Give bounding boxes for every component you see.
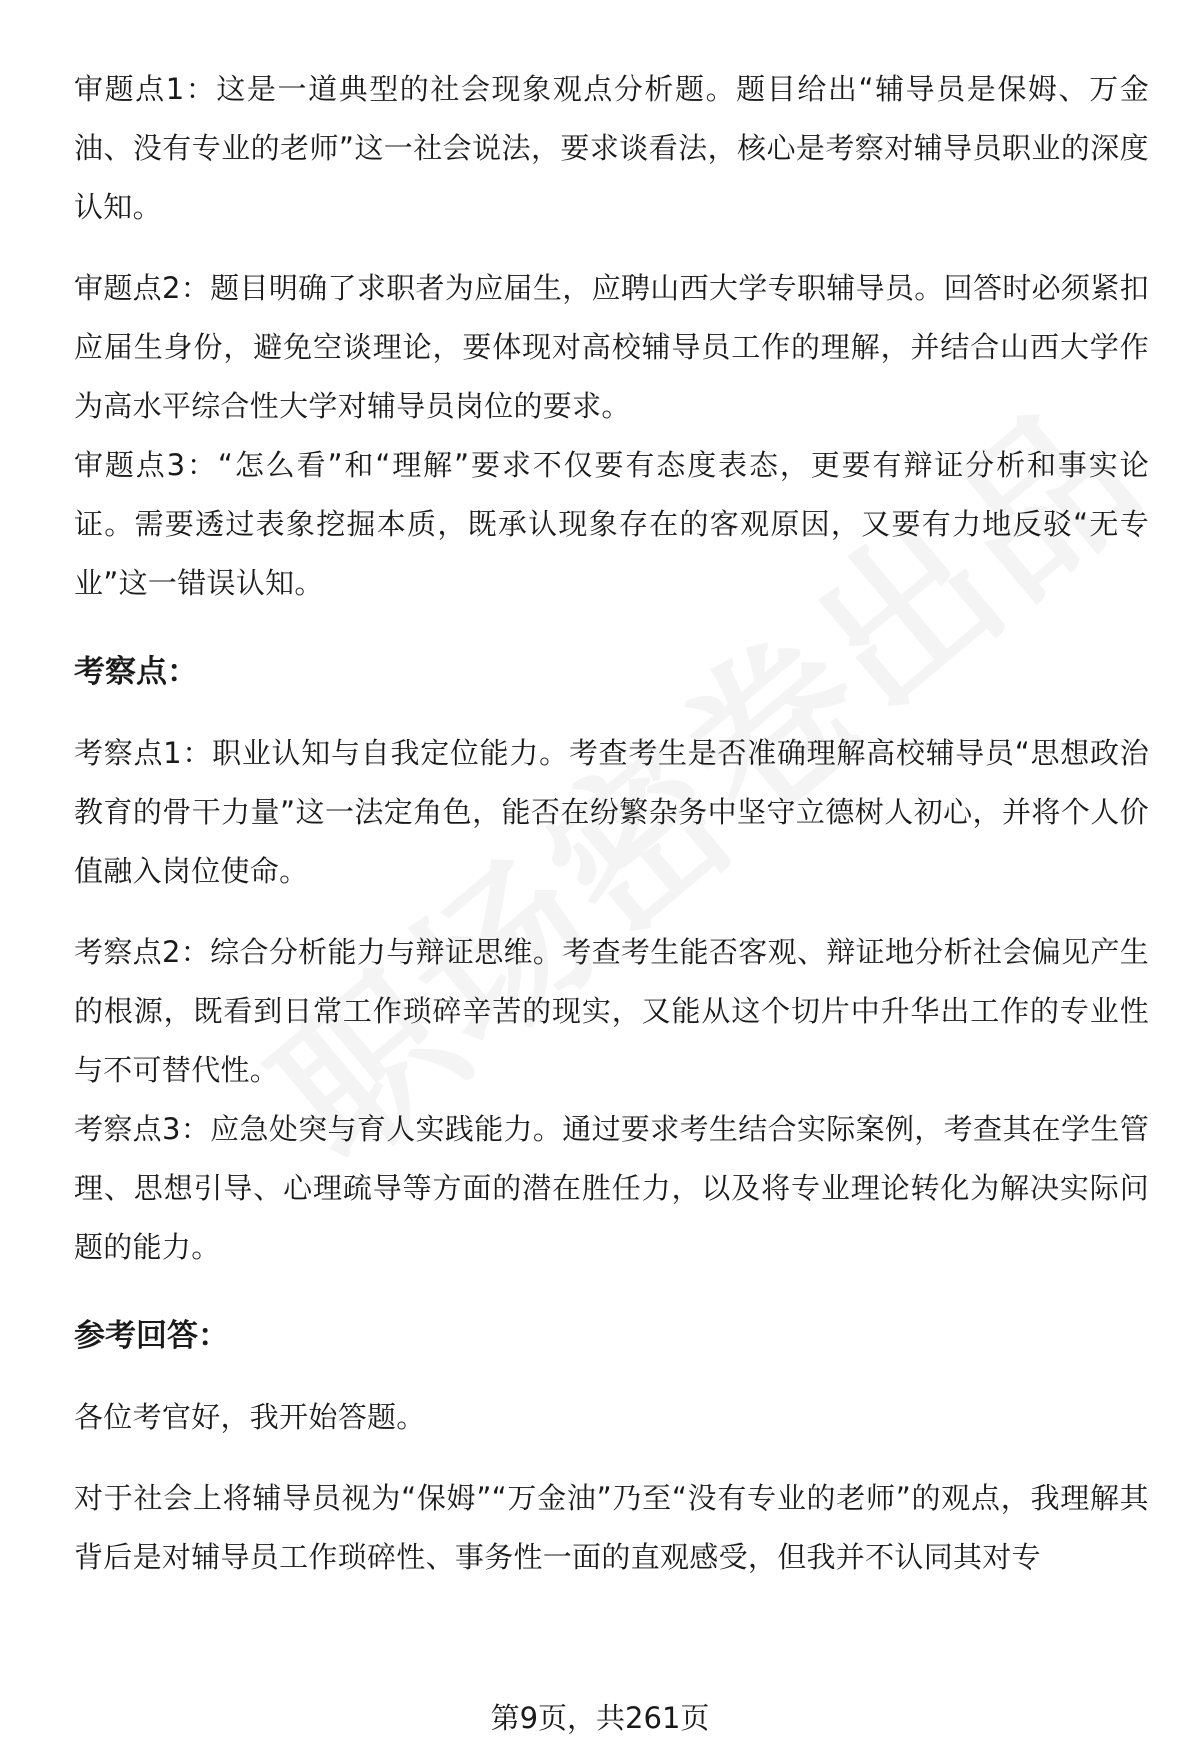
- answer-opening: 各位考官好，我开始答题。: [74, 1400, 426, 1434]
- spacer: [74, 1447, 1149, 1469]
- review-point-2: 审题点2：题目明确了求职者为应届生，应聘山西大学专职辅导员。回答时必须紧扣应届生身份，避免空谈理论，要体现对高校辅导员工作的理解，并结合山西大学作为高水平综合性大学对辅导员岗位的要求。: [74, 271, 1149, 423]
- review-point-1: 审题点1：这是一道典型的社会现象观点分析题。题目给出“辅导员是保姆、万金油、没有专业的老师”这一社会说法，要求谈看法，核心是考察对辅导员职业的深度认知。: [74, 72, 1149, 224]
- spacer: [74, 901, 1149, 923]
- answer-paragraph: 对于社会上将辅导员视为“保姆”“万金油”乃至“没有专业的老师”的观点，我理解其背后是对辅导员工作琐碎性、事务性一面的直观感受，但我并不认同其对专: [74, 1481, 1149, 1574]
- spacer: [74, 1366, 1149, 1388]
- review-point-3: 审题点3：“怎么看”和“理解”要求不仅要有态度表态，更要有辩证分析和事实论证。需要透过表象挖掘本质，既承认现象存在的客观原因，又要有力地反驳“无专业”这一错误认知。: [74, 448, 1149, 600]
- section-heading-answer: 参考回答：: [74, 1318, 229, 1354]
- exam-point-1: 考察点1：职业认知与自我定位能力。考查考生是否准确理解高校辅导员“思想政治教育的骨干力量”这一法定角色，能否在纷繁杂务中坚守立德树人初心，并将个人价值融入岗位使命。: [74, 736, 1149, 888]
- exam-point-2: 考察点2：综合分析能力与辩证思维。考查考生能否客观、辩证地分析社会偏见产生的根源，既看到日常工作琐碎辛苦的现实，又能从这个切片中升华出工作的专业性与不可替代性。: [74, 935, 1149, 1087]
- spacer: [74, 237, 1149, 259]
- document-body: [74, 60, 1149, 1587]
- spacer: [74, 613, 1149, 643]
- spacer: [74, 702, 1149, 724]
- section-heading-kaocha: 考察点：: [74, 654, 198, 690]
- exam-point-3: 考察点3：应急处突与育人实践能力。通过要求考生结合实际案例，考查其在学生管理、思想引导、心理疏导等方面的潜在胜任力，以及将专业理论转化为解决实际问题的能力。: [74, 1112, 1149, 1264]
- page-number: 第9页，共261页: [490, 1701, 710, 1735]
- spacer: [74, 1277, 1149, 1307]
